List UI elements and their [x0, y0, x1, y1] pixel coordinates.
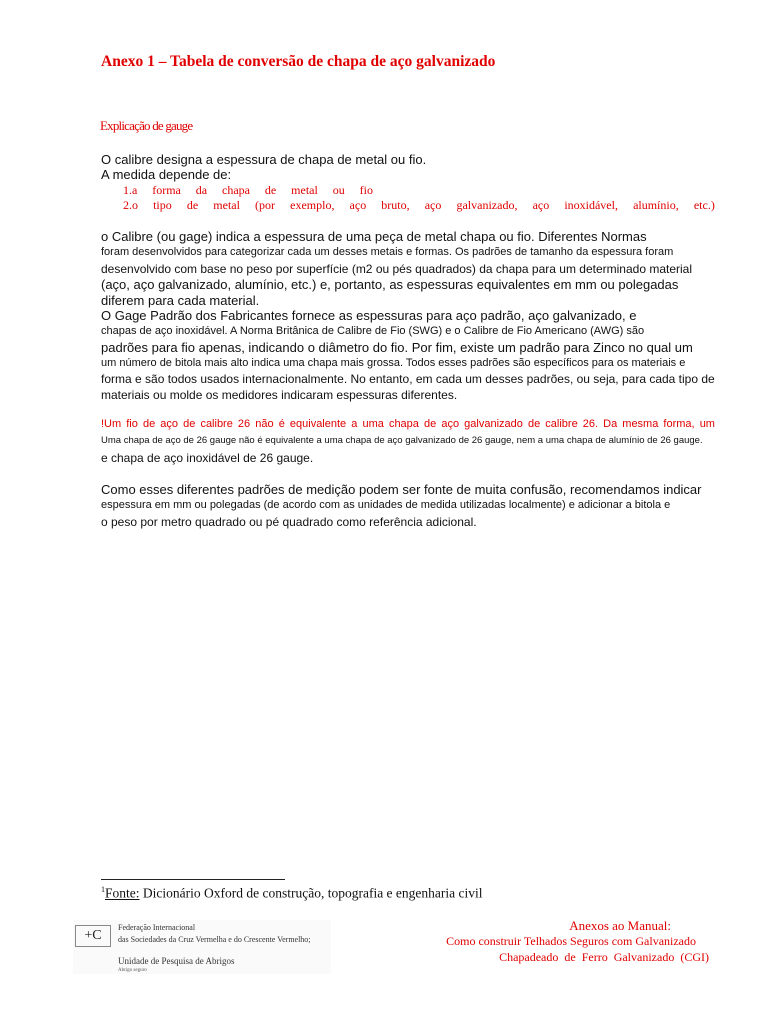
intro-line-2: A medida depende de:	[101, 167, 232, 182]
warning-word: não	[255, 418, 274, 430]
list-word: exemplo,	[290, 198, 335, 212]
list-word: galvanizado,	[456, 198, 518, 212]
warning-word: !Um	[101, 418, 122, 430]
footnote-text: Dicionário Oxford de construção, topografia e engenharia civil	[139, 885, 483, 901]
warning-line-red	[101, 418, 715, 430]
page-title: Anexo 1 – Tabela de conversão de chapa de aço galvanizado	[101, 53, 496, 70]
warning-word: mesma	[622, 418, 659, 430]
list-word: forma	[152, 183, 181, 197]
list-word: de	[264, 183, 277, 197]
warning-word: de	[527, 418, 541, 430]
warning-word: Da	[603, 418, 618, 430]
body-line: chapas de aço inoxidável. A Norma Britânica de Calibre de Fio (SWG) e o Calibre de Fio Americano (AWG) são	[101, 325, 645, 337]
red-cross-logo-icon: +C	[75, 925, 111, 947]
list-word: aço	[349, 198, 367, 212]
warning-word: de	[424, 418, 437, 430]
org-name-line-1: Federação Internacional	[118, 923, 196, 932]
body-line: materiais ou molde os medidores indicaram espessuras diferentes.	[101, 388, 458, 402]
body-line: foram desenvolvidos para categorizar cada um desses metais e formas. Os padrões de tamanho da espessura foram	[101, 246, 674, 258]
body-line: forma e são todos usados internacionalmente. No entanto, em cada um desses padrões, ou seja, para cada tipo de	[101, 372, 715, 386]
footnote	[101, 885, 483, 902]
list-item-1	[123, 183, 373, 197]
footer-manual-line-2: Como construir Telhados Seguros com Galvanizado	[446, 934, 696, 948]
warning-word: aço	[441, 418, 460, 430]
warning-word: de	[183, 418, 196, 430]
list-word: etc.)	[693, 198, 715, 212]
list-word: metal	[213, 198, 240, 212]
footnote-divider	[101, 879, 285, 880]
warning-word: equivalente	[289, 418, 347, 430]
warning-word: 26	[237, 418, 251, 430]
warning-word: a	[351, 418, 358, 430]
warning-word: é	[278, 418, 285, 430]
footnote-mark: 1	[101, 885, 105, 894]
list-word: tipo	[153, 198, 172, 212]
unit-subtitle: Abrigo seguro	[118, 968, 147, 973]
list-word: aço	[532, 198, 550, 212]
list-word: 1.a	[123, 183, 138, 197]
list-word: aço	[424, 198, 442, 212]
warning-word: calibre	[200, 418, 233, 430]
warning-word: aço	[160, 418, 179, 430]
body-line: padrões para fio apenas, indicando o diâmetro do fio. Por fim, existe um padrão para Zinco no qual um	[101, 340, 693, 355]
list-word: fio	[359, 183, 373, 197]
closing-line: o peso por metro quadrado ou pé quadrado como referência adicional.	[101, 515, 477, 529]
warning-word: 26.	[582, 418, 599, 430]
footnote-label: Fonte:	[105, 885, 140, 901]
closing-line: Como esses diferentes padrões de medição podem ser fonte de muita confusão, recomendamos indicar	[101, 482, 702, 497]
list-word: ou	[332, 183, 345, 197]
list-word: de	[186, 198, 199, 212]
body-line: o Calibre (ou gage) indica a espessura de uma peça de metal chapa ou fio. Diferentes Normas	[101, 229, 647, 244]
body-line: diferem para cada material.	[101, 293, 260, 308]
warning-word: chapa	[388, 418, 419, 430]
warning-word: calibre	[545, 418, 578, 430]
warning-word: uma	[362, 418, 384, 430]
closing-line: espessura em mm ou polegadas (de acordo com as unidades de medida utilizadas localmente) e adicionar a bitola e	[101, 499, 671, 511]
warning-line-3: e chapa de aço inoxidável de 26 gauge.	[101, 451, 314, 465]
list-word: chapa	[222, 183, 251, 197]
warning-word: um	[699, 418, 715, 430]
warning-word: forma,	[663, 418, 695, 430]
list-word: alumínio,	[633, 198, 679, 212]
list-word: metal	[291, 183, 318, 197]
body-line: (aço, aço galvanizado, alumínio, etc.) e, portanto, as espessuras equivalentes em mm ou polegadas	[101, 277, 679, 292]
warning-word: de	[142, 418, 156, 430]
body-line: O Gage Padrão dos Fabricantes fornece as espessuras para aço padrão, aço galvanizado, e	[101, 308, 637, 323]
intro-line-1: O calibre designa a espessura de chapa de metal ou fio.	[101, 152, 427, 167]
unit-name: Unidade de Pesquisa de Abrigos	[118, 956, 235, 966]
list-word: 2.o	[123, 198, 138, 212]
list-word: inoxidável,	[564, 198, 618, 212]
list-word: da	[195, 183, 208, 197]
list-word: bruto,	[381, 198, 410, 212]
warning-line-2: Uma chapa de aço de 26 gauge não é equivalente a uma chapa de aço galvanizado de 26 gauge, nem a uma chapa de alumínio de 26 gauge.	[101, 435, 703, 446]
warning-word: galvanizado	[464, 418, 523, 430]
section-heading: Explicação de gauge	[100, 118, 193, 133]
footer-manual-title: Anexos ao Manual:	[569, 918, 671, 933]
warning-word: fio	[126, 418, 138, 430]
list-item-2	[123, 198, 715, 212]
body-line: desenvolvido com base no peso por superfície (m2 ou pés quadrados) da chapa para um determinado material	[101, 262, 693, 276]
list-word: (por	[255, 198, 276, 212]
org-name-line-2: das Sociedades da Cruz Vermelha e do Crescente Vermelho;	[118, 935, 311, 944]
body-line: um número de bitola mais alto indica uma chapa mais grossa. Todos esses padrões são específicos para os materiais e	[101, 357, 686, 369]
footer-manual-line-3: Chapadeado de Ferro Galvanizado (CGI)	[499, 950, 709, 964]
